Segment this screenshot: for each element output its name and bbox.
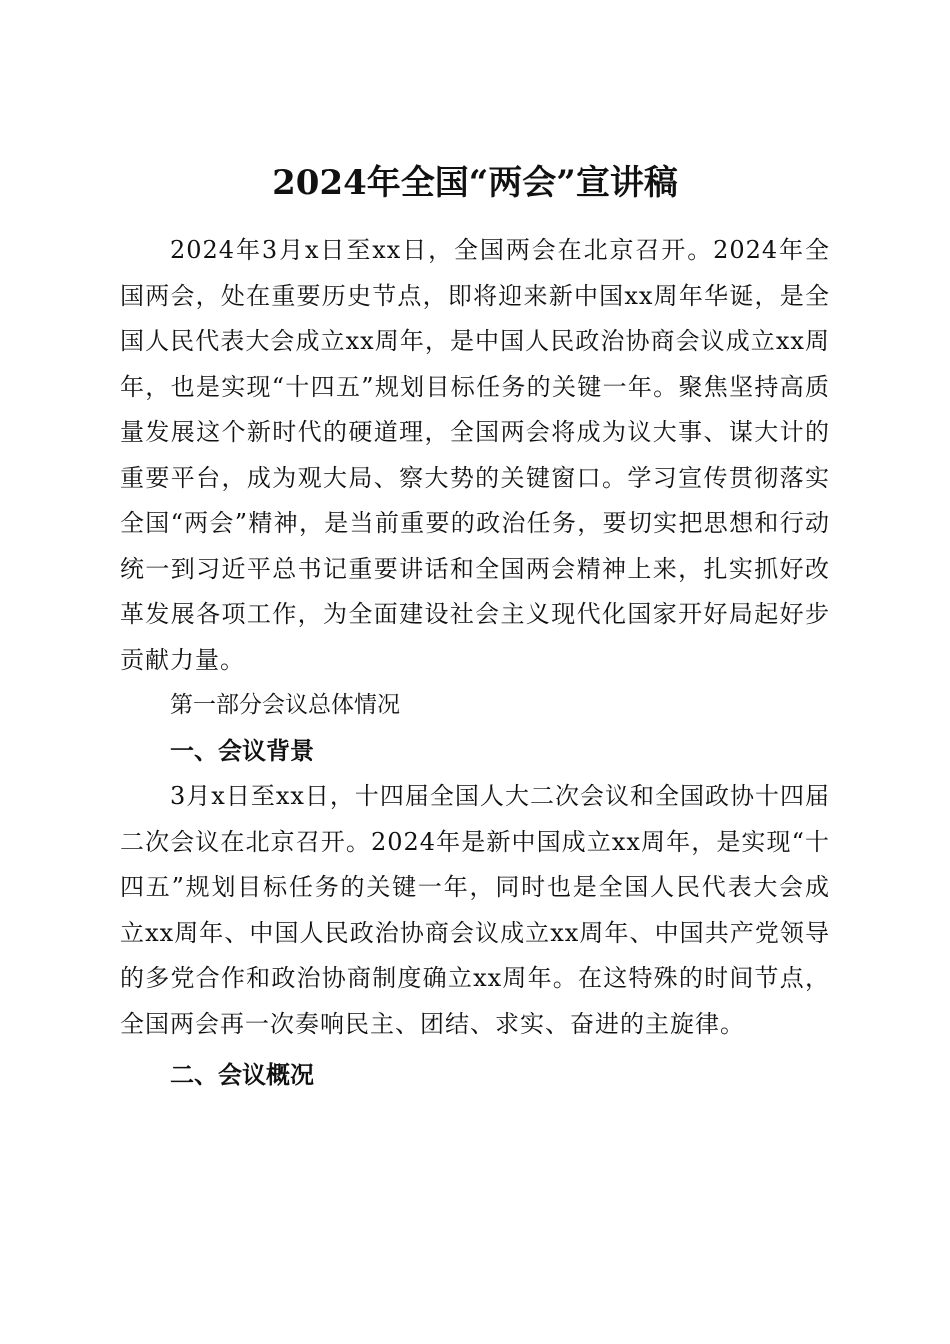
section-one-paragraph: 3月x日至xx日，十四届全国人大二次会议和全国政协十四届二次会议在北京召开。2024年是新中国成立xx周年，是实现“十四五”规划目标任务的关键一年，同时也是全国人民代表大会成立xx周年、中国人民政治协商会议成立xx周年、中国共产党领导的多党合作和政治协商制度确立xx周年。在这特殊的时间节点，全国两会再一次奏响民主、团结、求实、奋进的主旋律。 — [120, 782, 830, 1038]
intro-paragraph: 2024年3月x日至xx日，全国两会在北京召开。2024年全国两会，处在重要历史节点，即将迎来新中国xx周年华诞，是全国人民代表大会成立xx周年，是中国人民政治协商会议成立xx周年，也是实现“十四五”规划目标任务的关键一年。聚焦坚持高质量发展这个新时代的硬道理，全国两会将成为议大事、谋大计的重要平台，成为观大局、察大势的关键窗口。学习宣传贯彻落实全国“两会”精神，是当前重要的政治任务，要切实把思想和行动统一到习近平总书记重要讲话和全国两会精神上来，扎实抓好改革发展各项工作，为全面建设社会主义现代化国家开好局起好步贡献力量。 — [120, 236, 830, 674]
section-two-heading: 二、会议概况 — [170, 1061, 314, 1089]
document-title: 2024年全国“两会”宣讲稿 — [272, 162, 678, 203]
part-one-heading: 第一部分会议总体情况 — [170, 692, 400, 718]
document-body — [120, 228, 830, 1099]
section-one-heading: 一、会议背景 — [170, 736, 314, 765]
